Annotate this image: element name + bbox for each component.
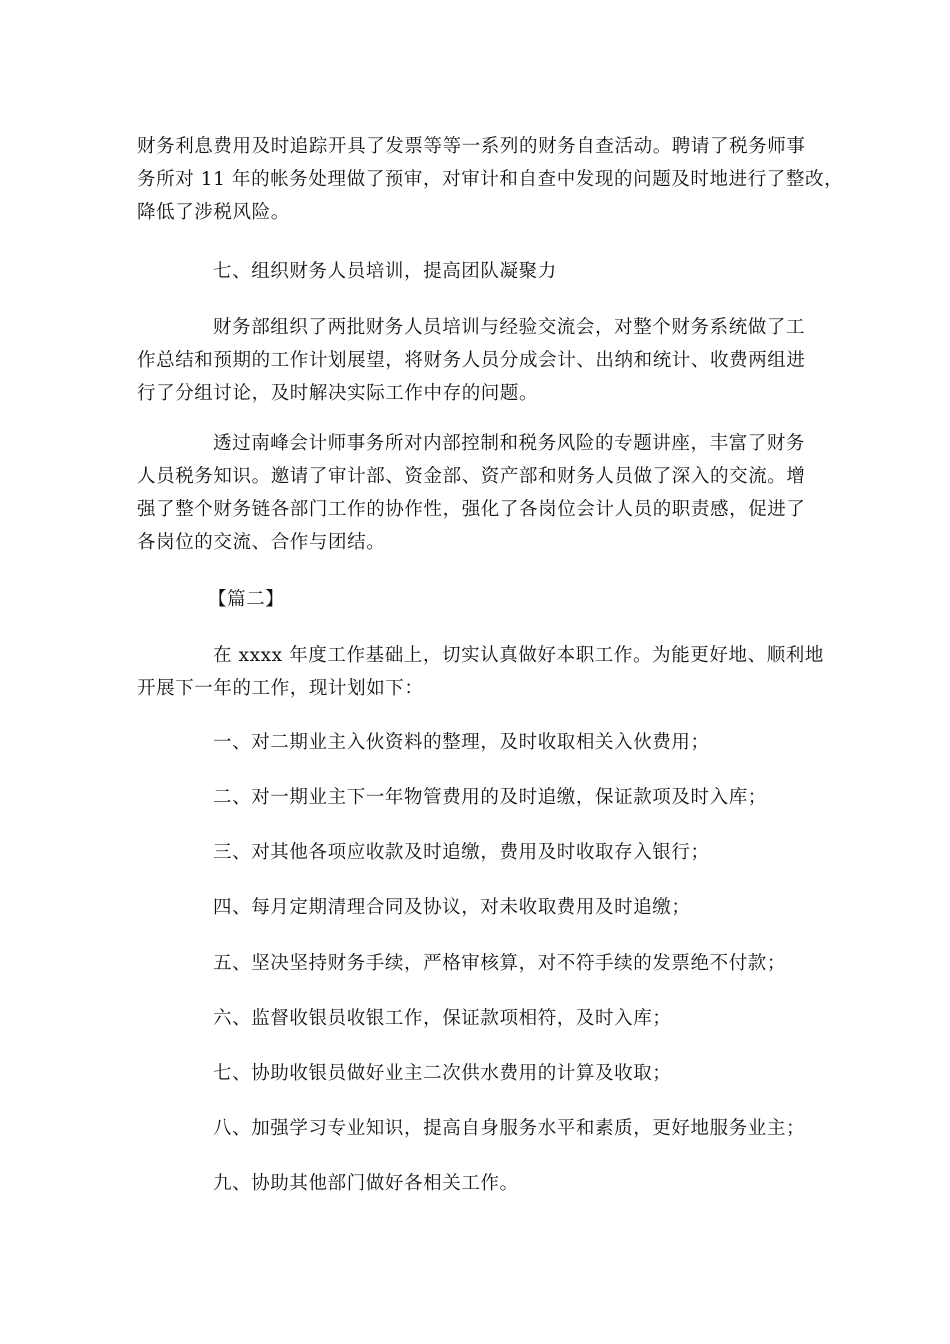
text-line: 务所对 11 年的帐务处理做了预审，对审计和自查中发现的问题及时地进行了整改，	[137, 169, 844, 190]
list-item: 一、对二期业主入伙资料的整理，及时收取相关入伙费用；	[213, 732, 710, 753]
list-item: 九、协助其他部门做好各相关工作。	[213, 1173, 519, 1194]
paragraph-self-audit	[137, 130, 844, 229]
list-item: 七、协助收银员做好业主二次供水费用的计算及收取；	[213, 1063, 672, 1084]
text-line: 人员税务知识。邀请了审计部、资金部、资产部和财务人员做了深入的交流。增	[137, 466, 806, 487]
list-item: 五、坚决坚持财务手续，严格审核算，对不符手续的发票绝不付款；	[213, 953, 787, 974]
text-line: 各岗位的交流、合作与团结。	[137, 532, 386, 553]
paragraph-intro	[137, 639, 824, 705]
list-item: 三、对其他各项应收款及时追缴，费用及时收取存入银行；	[213, 842, 710, 863]
text-line: 开展下一年的工作，现计划如下：	[137, 678, 424, 699]
text-line: 作总结和预期的工作计划展望，将财务人员分成会计、出纳和统计、收费两组进	[137, 350, 806, 371]
paragraph-lecture	[137, 427, 817, 559]
heading-training: 七、组织财务人员培训，提高团队凝聚力	[213, 261, 557, 282]
text-line: 强了整个财务链各部门工作的协作性，强化了各岗位会计人员的职责感，促进了	[137, 499, 806, 520]
text-line: 在 xxxx 年度工作基础上，切实认真做好本职工作。为能更好地、顺利地	[213, 645, 824, 666]
text-line: 降低了涉税风险。	[137, 202, 290, 223]
list-item: 六、监督收银员收银工作，保证款项相符，及时入库；	[213, 1008, 672, 1029]
section-title: 【篇二】	[208, 589, 285, 610]
text-line: 行了分组讨论，及时解决实际工作中存的问题。	[137, 383, 539, 404]
list-item: 二、对一期业主下一年物管费用的及时追缴，保证款项及时入库；	[213, 787, 767, 808]
list-item: 八、加强学习专业知识，提高自身服务水平和素质，更好地服务业主；	[213, 1118, 806, 1139]
text-line: 透过南峰会计师事务所对内部控制和税务风险的专题讲座，丰富了财务	[213, 433, 806, 454]
list-item: 四、每月定期清理合同及协议，对未收取费用及时追缴；	[213, 897, 691, 918]
text-line: 财务利息费用及时追踪开具了发票等等一系列的财务自查活动。聘请了税务师事	[137, 136, 806, 157]
text-line: 财务部组织了两批财务人员培训与经验交流会，对整个财务系统做了工	[213, 317, 806, 338]
paragraph-training	[137, 311, 817, 410]
